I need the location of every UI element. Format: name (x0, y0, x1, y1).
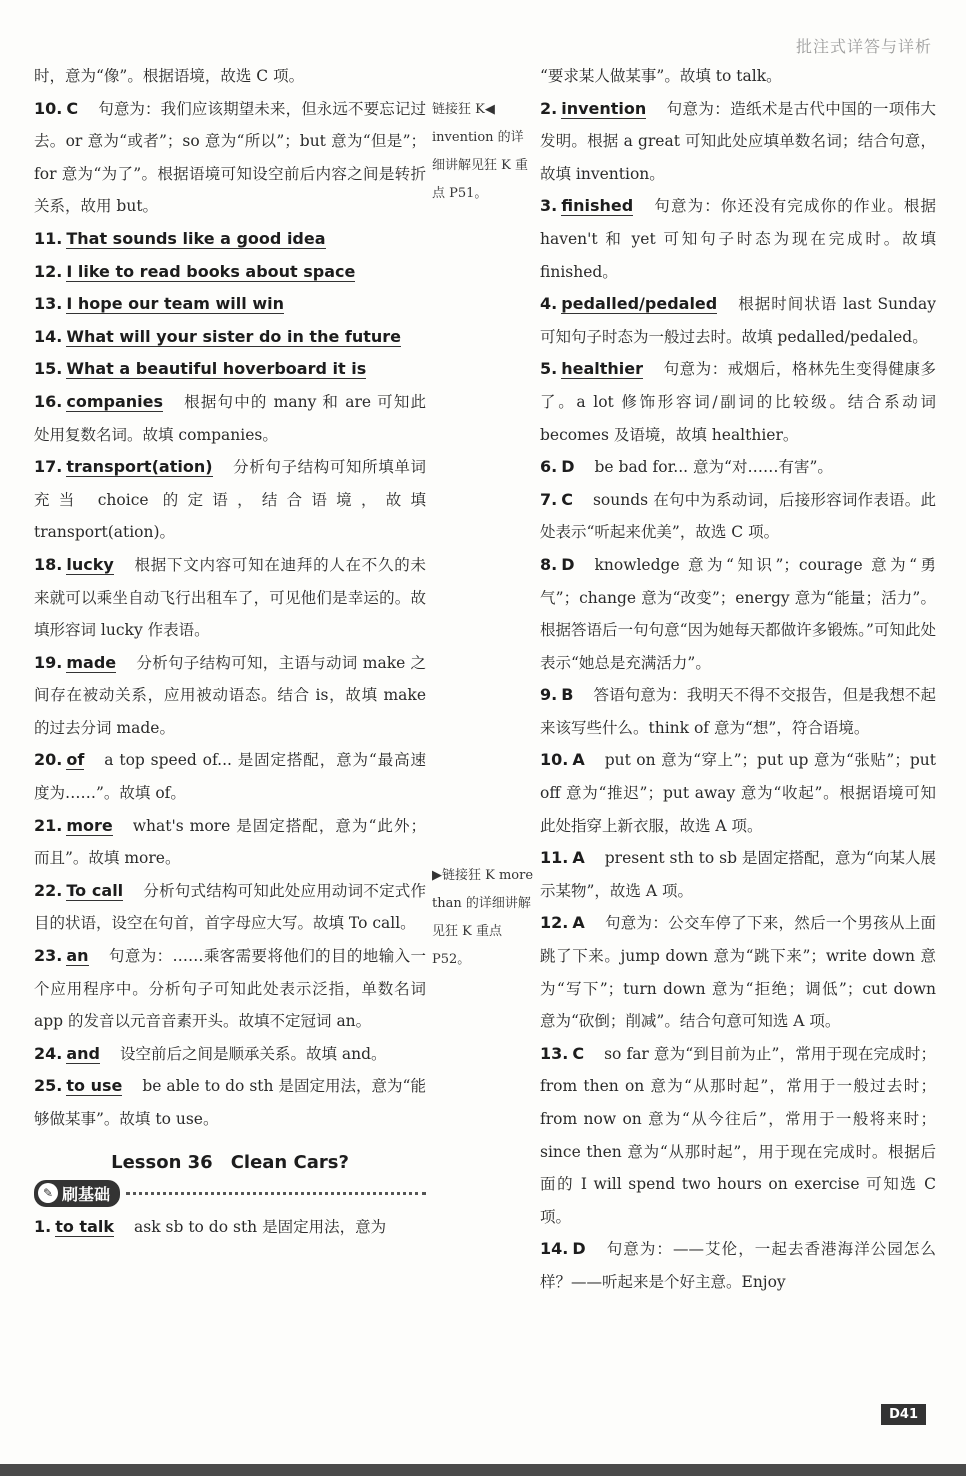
dotted-divider (126, 1192, 426, 1195)
answer-explanation-block (34, 744, 426, 809)
answer-key: I hope our team will win (66, 294, 284, 314)
answer-explanation-block (34, 288, 426, 321)
question-number: 10. (540, 750, 569, 770)
answer-explanation-block (540, 451, 936, 484)
answer-explanation-block (34, 451, 426, 549)
answer-key: healthier (561, 359, 644, 379)
answer-explanation-block (34, 353, 426, 386)
answer-explanation-block (540, 744, 936, 842)
answer-key: D (561, 554, 575, 574)
answer-item (540, 744, 936, 842)
answer-item (34, 93, 426, 223)
running-header: 批注式详答与详析 (795, 37, 932, 56)
answer-key: transport(ation) (66, 457, 213, 477)
answer-item (34, 288, 426, 321)
answer-item (540, 93, 936, 191)
question-number: 10. (34, 98, 63, 118)
answer-key: to talk (55, 1216, 114, 1236)
question-number: 16. (34, 391, 63, 411)
question-number: 14. (540, 1239, 569, 1259)
answer-key: That sounds like a good idea (66, 228, 326, 248)
answer-explanation-block (34, 93, 426, 223)
answer-item (540, 288, 936, 353)
answer-key: A (572, 848, 585, 868)
answer-key: C (66, 98, 79, 118)
answer-key: to use (66, 1076, 123, 1096)
explanation-text: be able to do sth 是固定用法，意为“能够做某事”。故填 to use。 (34, 1077, 426, 1128)
question-number: 7. (540, 489, 558, 509)
answer-explanation-block (34, 1070, 426, 1135)
answer-explanation-block (34, 1038, 426, 1071)
explanation-text: 句意为：……乘客需要将他们的目的地输入一个应用程序中。分析句子可知此处表示泛指，单数名词 app 的发音以元音音素开头。故填不定冠词 an。 (34, 947, 426, 1031)
answer-key: D (572, 1239, 586, 1259)
answer-item (34, 1038, 426, 1071)
answer-key: A (572, 913, 585, 933)
answer-explanation-block (34, 1211, 426, 1244)
explanation-text: put on 意为“穿上”；put up 意为“张贴”；put off 意为“推迟”；put away 意为“收起”。根据语境可知此处指穿上新衣服，故选 A 项。 (540, 751, 936, 835)
explanation-text: a top speed of... 是固定搭配，意为“最高速度为……”。故填 of。 (34, 751, 426, 803)
answer-item (34, 1070, 426, 1135)
answer-explanation-block (540, 907, 936, 1037)
left-column (34, 60, 426, 1243)
answer-explanation-block (34, 940, 426, 1038)
answer-key: B (561, 685, 574, 705)
explanation-text: 根据下文内容可知在迪拜的人在不久的未来就可以乘坐自动飞行出租车了，可见他们是幸运的。故填形容词 lucky 作表语。 (34, 555, 426, 640)
answer-key: What will your sister do in the future (66, 326, 402, 346)
question-number: 18. (34, 554, 63, 574)
section-label: 刷基础 (62, 1184, 111, 1204)
answer-explanation-block (34, 256, 426, 289)
explanation-text: 句意为：——艾伦，一起去香港海洋公园怎么样？——听起来是个好主意。Enjoy (540, 1240, 936, 1291)
answer-explanation-block (34, 810, 426, 875)
question-number: 11. (540, 848, 569, 868)
explanation-text: 句意为：戒烟后，格林先生变得健康多了。a lot 修饰形容词/副词的比较级。结合系动词 becomes 及语境，故填 healthier。 (540, 360, 936, 444)
explanation-text: so far 意为“到目前为止”，常用于现在完成时；from then on 意为“从那时起”，常用于一般过去时；from now on 意为“从今往后”，常用于一般将来时；since then 意为“从那时起”，用于现在完成时。根据后面的 I will spend two hours on exercise 可知选 C 项。 (540, 1044, 936, 1226)
answer-item (34, 549, 426, 647)
explanation-text: ask sb to do sth 是固定用法，意为 (134, 1217, 387, 1236)
question-number: 8. (540, 554, 558, 574)
answer-item (34, 940, 426, 1038)
explanation-text: 分析句子结构可知所填单词充当 choice 的定语，结合语境，故填 transport(ation)。 (34, 458, 426, 542)
answer-item (34, 223, 426, 256)
explanation-text: 答语句意为：我明天不得不交报告，但是我想不起来该写些什么。think of 意为“想”，符合语境。 (540, 686, 936, 737)
question-number: 20. (34, 750, 63, 770)
pencil-icon: ✎ (38, 1183, 58, 1203)
answer-explanation-block (540, 1233, 936, 1298)
explanation-text: 句意为：我们应该期望未来，但永远不要忘记过去。or 意为“或者”；so 意为“所以”；but 意为“但是”；for 意为“为了”。根据语境可知设空前后内容之间是转折关系，故用 but。 (34, 99, 426, 216)
question-number: 12. (540, 913, 569, 933)
answer-key: C (561, 489, 573, 509)
question-number: 24. (34, 1043, 63, 1063)
explanation-text: 句意为：你还没有完成你的作业。根据 haven't 和 yet 可知句子时态为现在完成时。故填 finished。 (540, 197, 936, 281)
answer-item (540, 484, 936, 549)
section-badge (34, 1180, 120, 1207)
margin-note-invention: 链接狂 K◀ invention 的详细讲解见狂 K 重点 P51。 (432, 102, 528, 201)
answer-item (34, 353, 426, 386)
right-column (540, 60, 936, 1299)
answer-item (34, 810, 426, 875)
answer-key: made (66, 652, 117, 672)
answer-explanation-block (34, 875, 426, 940)
answer-key: D (561, 457, 575, 477)
explanation-text: 句意为：造纸术是古代中国的一项伟大发明。根据 a great 可知此处应填单数名词；结合句意，故填 invention。 (540, 99, 936, 183)
continued-text: “要求某人做某事”。故填 to talk。 (540, 67, 782, 85)
answer-explanation-block (540, 288, 936, 353)
answer-key: invention (561, 98, 647, 118)
answer-item (540, 679, 936, 744)
question-number: 19. (34, 652, 63, 672)
question-number: 17. (34, 457, 63, 477)
answer-item (540, 451, 936, 484)
answer-item (540, 1038, 936, 1234)
answer-key: C (572, 1043, 585, 1063)
explanation-text: knowledge 意为“知识”；courage 意为“勇气”；change 意为“改变”；energy 意为“能量；活力”。根据答语后一句句意“因为她每天都做许多锻炼。”可知此处表示“她总是充满活力”。 (540, 555, 936, 672)
answer-item (540, 842, 936, 907)
question-number: 3. (540, 196, 558, 216)
answer-key: To call (66, 880, 124, 900)
question-number: 12. (34, 261, 63, 281)
question-number: 4. (540, 294, 558, 314)
question-number: 22. (34, 880, 63, 900)
answer-key: A (572, 750, 585, 770)
question-number: 11. (34, 228, 63, 248)
answer-key: more (66, 815, 113, 835)
answer-item (34, 1211, 426, 1244)
answer-key: pedalled/pedaled (561, 294, 718, 314)
answer-item (34, 647, 426, 745)
answer-item (34, 321, 426, 354)
explanation-text: 根据句中的 many 和 are 可知此处用复数名词。故填 companies。 (34, 392, 426, 444)
answer-key: lucky (66, 554, 114, 574)
explanation-text: 句意为：公交车停了下来，然后一个男孩从上面跳了下来。jump down 意为“跳下来”；write down 意为“写下”；turn down 意为“拒绝；调低”；cut down 意为“砍倒；削减”。结合句意可知选 A 项。 (540, 914, 936, 1031)
answer-key: companies (66, 391, 163, 411)
explanation-text: 分析句式结构可知此处应用动词不定式作目的状语，设空在句首，首字母应大写。故填 To call。 (34, 881, 426, 933)
answer-key: finished (561, 196, 634, 216)
answer-item (540, 907, 936, 1037)
explanation-text: present sth to sb 是固定搭配，意为“向某人展示某物”，故选 A 项。 (540, 849, 936, 900)
question-number: 21. (34, 815, 63, 835)
answer-explanation-block (540, 190, 936, 288)
question-number: 14. (34, 326, 63, 346)
answer-key: I like to read books about space (66, 261, 356, 281)
answer-item (34, 451, 426, 549)
answer-key: of (66, 750, 85, 770)
answer-item (540, 1233, 936, 1298)
question-number: 2. (540, 98, 558, 118)
answer-explanation-block (34, 321, 426, 354)
answer-explanation-block (34, 223, 426, 256)
answer-item (34, 875, 426, 940)
answer-item (34, 386, 426, 451)
answer-explanation-block (540, 679, 936, 744)
answer-key: an (66, 946, 89, 966)
answer-explanation-block (540, 842, 936, 907)
explanation-text: 设空前后之间是顺承关系。故填 and。 (119, 1044, 387, 1063)
question-number: 25. (34, 1076, 63, 1096)
explanation-text: 根据时间状语 last Sunday 可知句子时态为一般过去时。故填 pedalled/pedaled。 (540, 295, 936, 346)
question-number: 5. (540, 359, 558, 379)
answer-explanation-block (34, 386, 426, 451)
answer-explanation-block (540, 1038, 936, 1234)
answer-explanation-block (540, 484, 936, 549)
answer-item (34, 744, 426, 809)
explanation-text: what's more 是固定搭配，意为“此外；而且”。故填 more。 (34, 816, 426, 868)
question-number: 13. (540, 1043, 569, 1063)
continued-text: 时，意为“像”。根据语境，故选 C 项。 (34, 67, 305, 85)
explanation-text: sounds 在句中为系动词，后接形容词作表语。此处表示“听起来优美”，故选 C 项。 (540, 490, 936, 542)
lesson-title: Lesson 36 Clean Cars? (111, 1151, 349, 1173)
answer-explanation-block (540, 93, 936, 191)
answer-key: What a beautiful hoverboard it is (66, 359, 367, 379)
question-number: 15. (34, 359, 63, 379)
answer-key: and (66, 1043, 100, 1063)
answer-item (540, 549, 936, 679)
answer-explanation-block (34, 647, 426, 745)
answer-item (540, 353, 936, 451)
question-number: 1. (34, 1216, 52, 1236)
margin-note-more-than: ▶链接狂 K more than 的详细讲解见狂 K 重点 P52。 (432, 868, 534, 967)
question-number: 6. (540, 457, 558, 477)
answer-explanation-block (34, 549, 426, 647)
answer-explanation-block (540, 549, 936, 679)
question-number: 9. (540, 685, 558, 705)
section-heading (34, 1180, 426, 1207)
explanation-text: 分析句子结构可知，主语与动词 make 之间存在被动关系，应用被动语态。结合 is，故填 make 的过去分词 made。 (34, 653, 426, 737)
answer-explanation-block (540, 353, 936, 451)
answer-item (34, 256, 426, 289)
explanation-text: be bad for... 意为“对……有害”。 (594, 458, 833, 477)
question-number: 13. (34, 294, 63, 314)
page-number: D41 (881, 1404, 926, 1425)
question-number: 23. (34, 946, 63, 966)
bottom-bar (0, 1464, 966, 1476)
answer-item (540, 190, 936, 288)
